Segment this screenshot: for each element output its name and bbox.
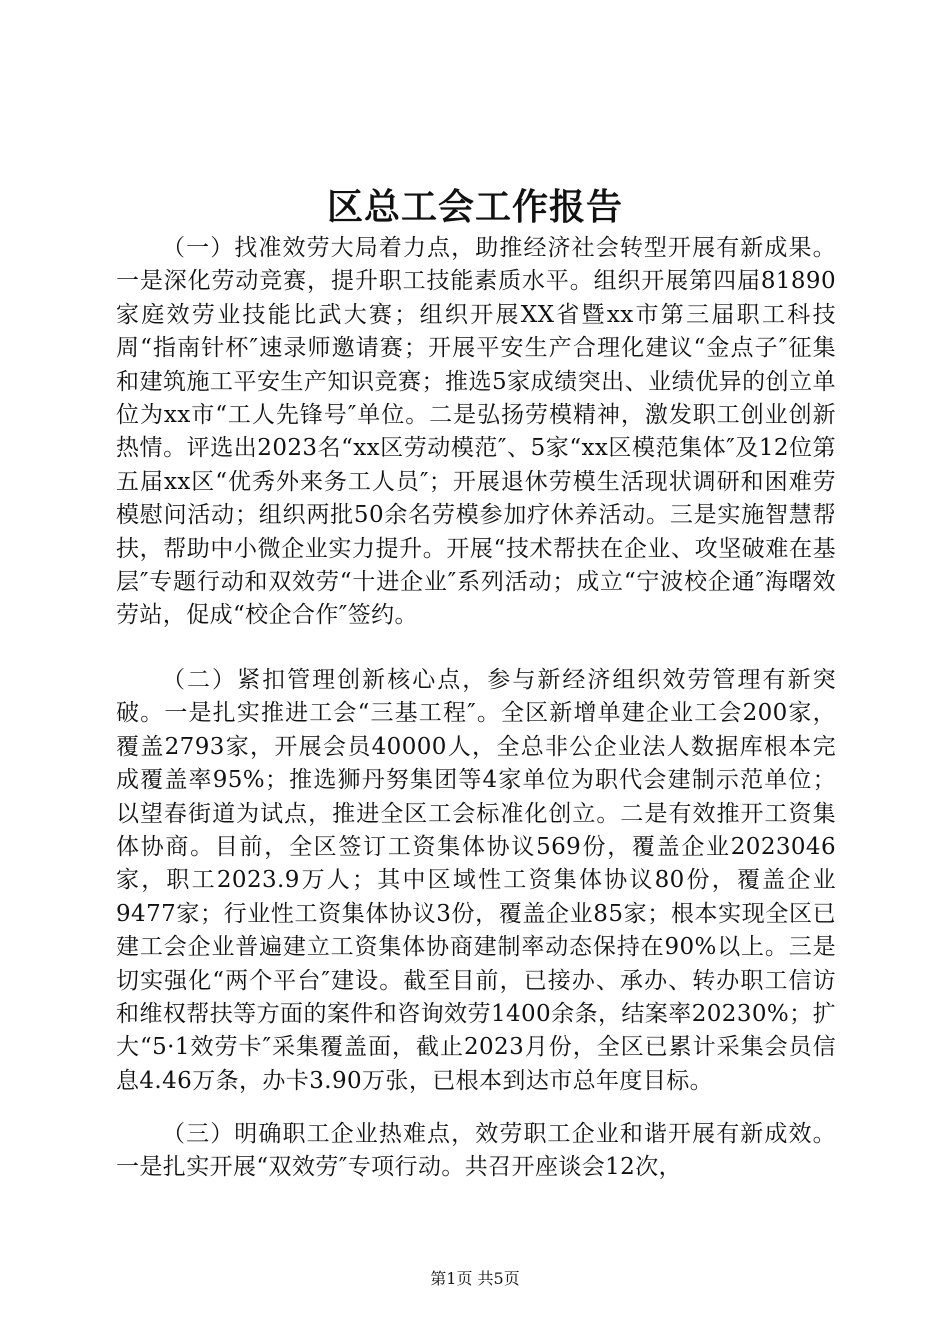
paragraph-2: （二）紧扣管理创新核心点，参与新经济组织效劳管理有新突破。一是扎实推进工会“三基工程″。全区新增单建企业工会200家，覆盖2793家，开展会员40000人，全总非公企业法人数据库根本完成覆盖率95%；推选狮丹努集团等4家单位为职代会建制示范单位；以望春街道为试点，推进全区工会标准化创立。二是有效推开工资集体协商。目前，全区签订工资集体协议569份，覆盖企业2023046家，职工2023.9万人；其中区域性工资集体协议80份，覆盖企业9477家；行业性工资集体协议3份，覆盖企业85家；根本实现全区已建工会企业普遍建立工资集体协商建制率动态保持在90%以上。三是切实强化“两个平台″建设。截至目前，已接办、承办、转办职工信访和维权帮扶等方面的案件和咨询效劳1400余条，结案率20230%；扩大“5·1效劳卡″采集覆盖面，截止2023月份，全区已累计采集会员信息4.46万条，办卡3.90万张，已根本到达市总年度目标。: [116, 667, 836, 1094]
document-title: 区总工会工作报告: [326, 186, 623, 228]
paragraph-1: （一）找准效劳大局着力点，助推经济社会转型开展有新成果。一是深化劳动竞赛，提升职工技能素质水平。组织开展第四届81890家庭效劳业技能比武大赛；组织开展XX省暨xx市第三届职工科技周“指南针杯″速录师邀请赛；开展平安生产合理化建议“金点子″征集和建筑施工平安生产知识竞赛；推选5家成绩突出、业绩优异的创立单位为xx市“工人先锋号″单位。二是弘扬劳模精神，激发职工创业创新热情。评选出2023名“xx区劳动模范″、5家“xx区模范集体″及12位第五届xx区“优秀外来务工人员″；开展退休劳模生活现状调研和困难劳模慰问活动；组织两批50余名劳模参加疗休养活动。三是实施智慧帮扶，帮助中小微企业实力提升。开展“技术帮扶在企业、攻坚破难在基层″专题行动和双效劳“十进企业″系列活动；成立“宁波校企通″海曙效劳站，促成“校企合作″签约。: [116, 235, 836, 629]
page-footer: 第1页 共5页: [430, 1269, 520, 1288]
paragraph-3: （三）明确职工企业热难点，效劳职工企业和谐开展有新成效。一是扎实开展“双效劳″专项行动。共召开座谈会12次，: [116, 1121, 836, 1181]
